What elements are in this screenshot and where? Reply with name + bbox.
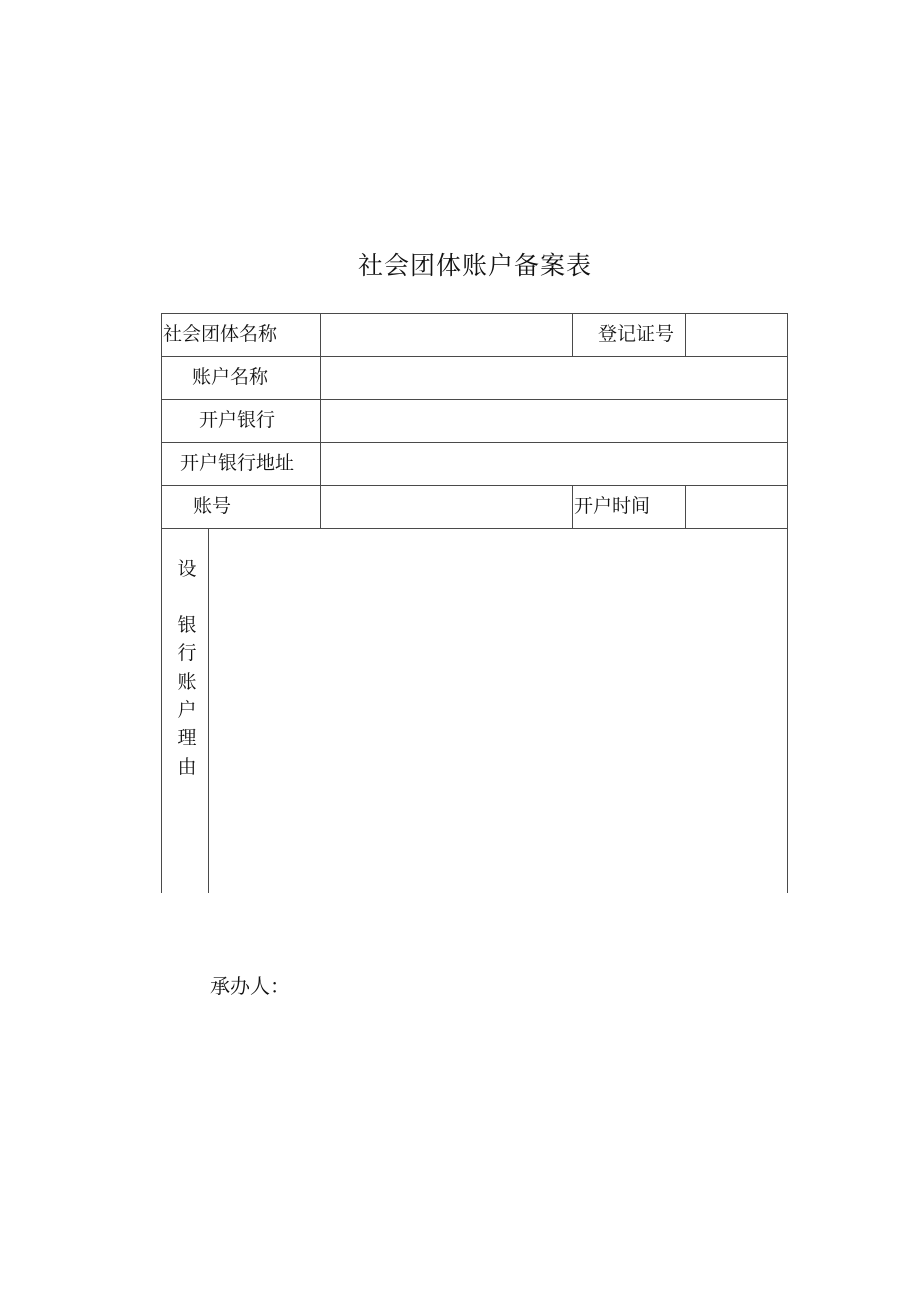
account-number-field[interactable] xyxy=(321,486,572,528)
table-border-left xyxy=(161,313,162,893)
bank-address-field[interactable] xyxy=(321,443,787,485)
account-name-field[interactable] xyxy=(321,357,787,399)
reason-label-char-reason-1: 理 xyxy=(177,727,197,749)
account-name-label: 账户名称 xyxy=(192,366,269,388)
bank-field[interactable] xyxy=(321,400,787,442)
account-number-label: 账号 xyxy=(193,495,232,517)
handler-label: 承办人： xyxy=(210,974,290,998)
registration-number-field[interactable] xyxy=(686,314,787,356)
organization-name-label: 社会团体名称 xyxy=(163,323,278,345)
reason-label-char-account-1: 账 xyxy=(177,671,197,693)
registration-label-left-divider xyxy=(572,313,573,356)
page-title: 社会团体账户备案表 xyxy=(357,251,592,280)
bank-label: 开户银行 xyxy=(199,409,276,431)
opening-time-label: 开户时间 xyxy=(574,495,651,517)
reason-field[interactable] xyxy=(209,529,787,893)
opening-time-label-left-divider xyxy=(572,485,573,528)
opening-time-field[interactable] xyxy=(686,486,787,528)
reason-label-first-char: 设 xyxy=(177,558,197,580)
table-border-right xyxy=(787,313,788,893)
reason-label-char-reason-2: 由 xyxy=(177,756,197,778)
organization-name-field[interactable] xyxy=(321,314,572,356)
reason-label-char-bank-1: 银 xyxy=(177,614,197,636)
bank-address-label: 开户银行地址 xyxy=(180,452,295,474)
registration-number-label: 登记证号 xyxy=(598,323,675,345)
reason-label-char-bank-2: 行 xyxy=(177,642,197,664)
reason-label-char-account-2: 户 xyxy=(177,699,197,721)
